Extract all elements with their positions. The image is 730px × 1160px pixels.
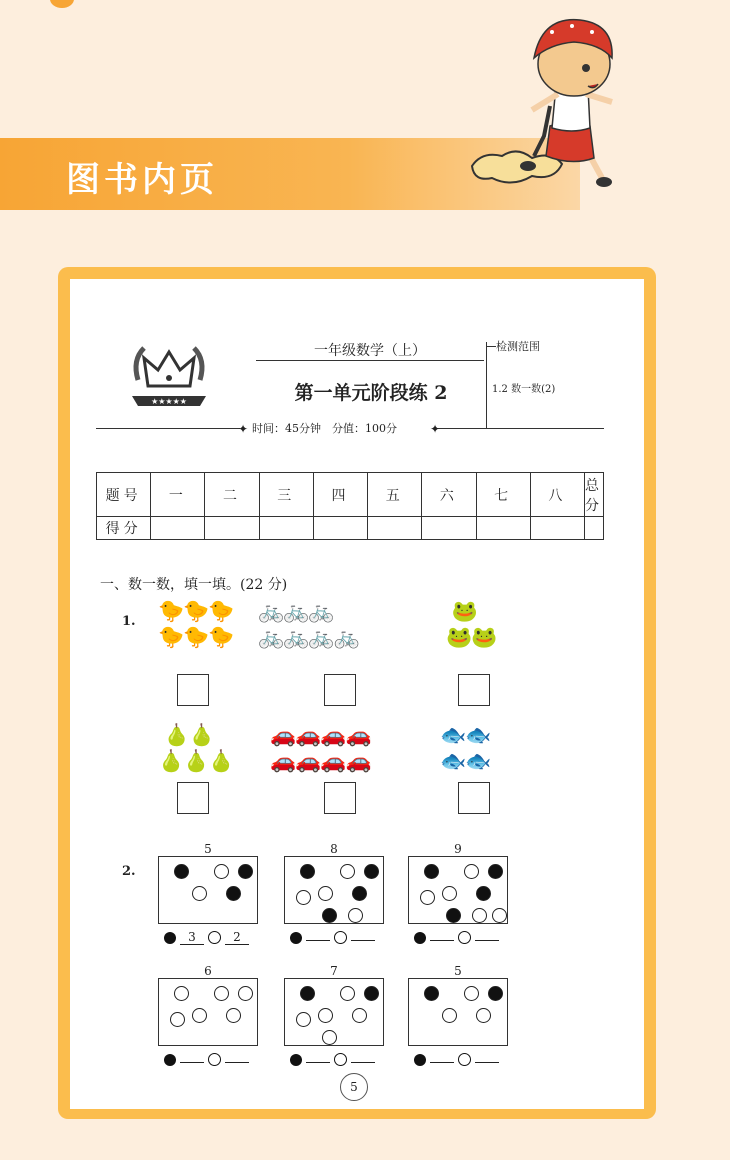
black-circle: [226, 886, 241, 901]
circle-box: [158, 856, 258, 924]
box-total-label: 5: [454, 964, 462, 978]
circle-box: [158, 978, 258, 1046]
white-count-blank[interactable]: [475, 1062, 499, 1063]
bicycle-icon: 🚲🚲🚲 🚲🚲🚲🚲: [258, 599, 359, 649]
white-circle: [296, 1012, 311, 1027]
page-number: 5: [340, 1073, 368, 1101]
box-total-label: 6: [204, 964, 212, 978]
answer-box[interactable]: [324, 782, 356, 814]
answer-line[interactable]: [414, 1052, 503, 1066]
score-cell[interactable]: [259, 517, 313, 540]
svg-text:★★★★★: ★★★★★: [151, 397, 187, 406]
car-icon: 🚗🚗🚗🚗 🚗🚗🚗🚗: [270, 723, 371, 773]
table-header-cell: 总分: [584, 473, 603, 517]
table-header-cell: 一: [151, 473, 205, 517]
white-count-blank[interactable]: [351, 1062, 375, 1063]
table-header-cell: 七: [476, 473, 530, 517]
white-circle: [174, 986, 189, 1001]
white-circle: [464, 864, 479, 879]
white-count-blank[interactable]: [475, 940, 499, 941]
black-circle: [174, 864, 189, 879]
black-circle: [364, 986, 379, 1001]
black-circle: [300, 864, 315, 879]
white-circle: [192, 886, 207, 901]
fish-icon: 🐟🐟 🐟🐟: [440, 723, 491, 773]
white-circle: [472, 908, 487, 923]
box-total-label: 8: [330, 842, 338, 856]
box-total-label: 5: [204, 842, 212, 856]
question-number: 1.: [122, 614, 136, 629]
range-rule: [486, 346, 496, 347]
white-count-blank[interactable]: [225, 1062, 249, 1063]
white-circle: [214, 986, 229, 1001]
subject-title: 一年级数学（上）: [314, 343, 426, 359]
score-cell[interactable]: [205, 517, 259, 540]
header-divider: [486, 342, 487, 428]
unit-title: 第一单元阶段练 2: [294, 382, 448, 404]
black-circle-icon: [414, 932, 426, 944]
table-header-cell: 题号: [97, 473, 151, 517]
girl-mascot-illustration: [462, 6, 622, 201]
black-circle: [488, 986, 503, 1001]
question-number: 2.: [122, 864, 136, 879]
black-circle-icon: [290, 932, 302, 944]
white-circle: [226, 1008, 241, 1023]
black-circle: [446, 908, 461, 923]
crown-logo-icon: [128, 340, 210, 412]
black-count-blank[interactable]: [306, 940, 330, 941]
answer-box[interactable]: [177, 782, 209, 814]
white-circle: [296, 890, 311, 905]
black-count-blank[interactable]: [306, 1062, 330, 1063]
white-circle: [442, 886, 457, 901]
black-count-blank[interactable]: 3: [180, 930, 204, 945]
answer-box[interactable]: [324, 674, 356, 706]
answer-line[interactable]: [164, 930, 253, 945]
answer-box[interactable]: [458, 782, 490, 814]
answer-line[interactable]: [290, 1052, 379, 1066]
white-circle: [442, 1008, 457, 1023]
black-circle-icon: [164, 932, 176, 944]
table-header-cell: 四: [313, 473, 367, 517]
table-header-cell: 二: [205, 473, 259, 517]
white-circle: [464, 986, 479, 1001]
header-rule: [256, 360, 484, 361]
circle-box: [408, 856, 508, 924]
range-title: 检测范围: [496, 340, 540, 353]
black-circle: [424, 986, 439, 1001]
white-circle: [476, 1008, 491, 1023]
table-row: [97, 473, 604, 517]
black-circle-icon: [414, 1054, 426, 1066]
white-circle-icon: [458, 1053, 471, 1066]
answer-line[interactable]: [414, 930, 503, 944]
white-circle-icon: [208, 1053, 221, 1066]
white-circle: [492, 908, 507, 923]
pear-icon: 🍐🍐 🍐🍐🍐: [158, 723, 234, 773]
white-circle-icon: [334, 1053, 347, 1066]
circle-box: [284, 856, 384, 924]
answer-box[interactable]: [458, 674, 490, 706]
table-row: [97, 517, 604, 540]
white-circle: [340, 864, 355, 879]
score-cell[interactable]: [584, 517, 603, 540]
rule-ornament-left: ✦: [238, 422, 249, 436]
white-circle: [192, 1008, 207, 1023]
black-count-blank[interactable]: [430, 940, 454, 941]
time-rule-right: [436, 428, 604, 429]
white-count-blank[interactable]: 2: [225, 930, 249, 945]
white-circle: [348, 908, 363, 923]
box-total-label: 9: [454, 842, 462, 856]
black-circle: [364, 864, 379, 879]
white-circle: [318, 886, 333, 901]
range-item: 1.2 数一数(2): [492, 384, 556, 395]
table-header-cell: 六: [422, 473, 476, 517]
white-circle: [420, 890, 435, 905]
score-cell[interactable]: [530, 517, 584, 540]
white-circle-icon: [458, 931, 471, 944]
time-rule-left: [96, 428, 240, 429]
answer-line[interactable]: [290, 930, 379, 944]
black-circle-icon: [290, 1054, 302, 1066]
table-row-label: 得分: [97, 517, 151, 540]
decorative-dot: [50, 0, 74, 8]
black-circle: [352, 886, 367, 901]
black-circle: [238, 864, 253, 879]
black-circle-icon: [164, 1054, 176, 1066]
black-circle: [488, 864, 503, 879]
rule-ornament-right: ✦: [430, 422, 441, 436]
black-circle: [424, 864, 439, 879]
score-cell[interactable]: [313, 517, 367, 540]
white-circle: [340, 986, 355, 1001]
black-circle: [322, 908, 337, 923]
white-circle: [322, 1030, 337, 1045]
score-cell[interactable]: [476, 517, 530, 540]
white-circle: [238, 986, 253, 1001]
white-circle: [170, 1012, 185, 1027]
answer-box[interactable]: [177, 674, 209, 706]
answer-line[interactable]: [164, 1052, 253, 1066]
white-count-blank[interactable]: [351, 940, 375, 941]
score-cell[interactable]: [368, 517, 422, 540]
score-cell[interactable]: [151, 517, 205, 540]
banner-title: 图书内页: [66, 160, 218, 200]
circle-box: [408, 978, 508, 1046]
box-total-label: 7: [330, 964, 338, 978]
table-header-cell: 五: [368, 473, 422, 517]
black-circle: [476, 886, 491, 901]
white-circle: [352, 1008, 367, 1023]
white-circle-icon: [334, 931, 347, 944]
frog-icon: 🐸 🐸🐸: [446, 599, 497, 649]
table-header-cell: 八: [530, 473, 584, 517]
time-score-label: 时间：45分钟 分值：100分: [252, 422, 397, 435]
black-circle: [300, 986, 315, 1001]
white-circle: [318, 1008, 333, 1023]
black-count-blank[interactable]: [430, 1062, 454, 1063]
white-circle-icon: [208, 931, 221, 944]
white-circle: [214, 864, 229, 879]
circle-box: [284, 978, 384, 1046]
bird-icon: 🐤🐤🐤 🐤🐤🐤: [158, 599, 234, 649]
section-title: 一、数一数，填一填。(22 分): [100, 577, 288, 593]
table-header-cell: 三: [259, 473, 313, 517]
score-table: [96, 472, 604, 540]
score-cell[interactable]: [422, 517, 476, 540]
black-count-blank[interactable]: [180, 1062, 204, 1063]
